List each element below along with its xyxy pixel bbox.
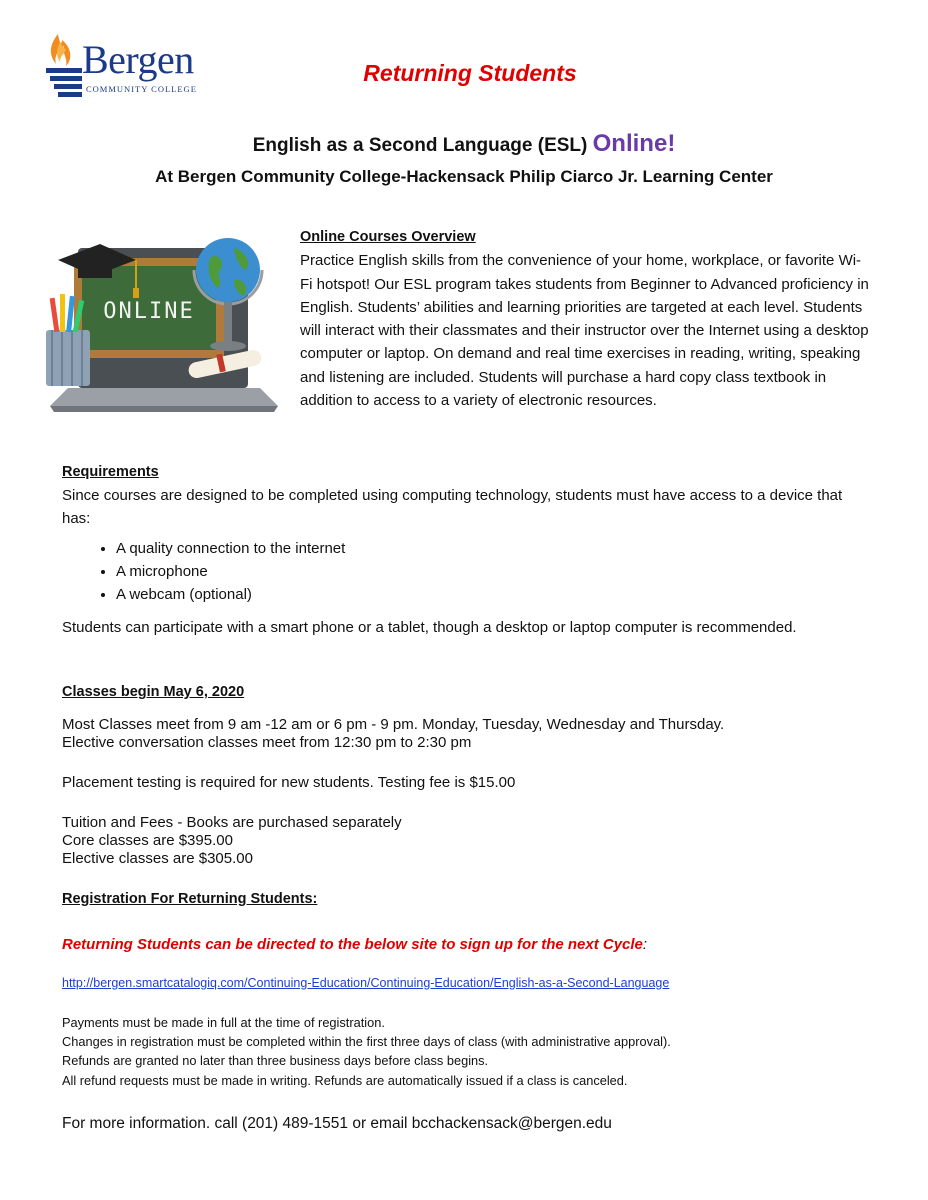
schedule-line: Elective conversation classes meet from 12:30 pm to 2:30 pm <box>62 734 472 751</box>
policy-line: Refunds are granted no later than three business days before class begins. <box>62 1053 489 1069</box>
registration-subtitle <box>62 936 647 953</box>
policies-list <box>62 1013 862 1090</box>
flame-logo-icon <box>40 28 86 108</box>
placement-text: Placement testing is required for new students. Testing fee is $15.00 <box>62 774 516 791</box>
requirements-heading: Requirements <box>62 464 159 480</box>
bergen-logo <box>40 28 220 108</box>
requirements-intro: Since courses are designed to be completed using computing technology, students must have access to a device that has: <box>62 487 843 527</box>
online-laptop-illustration <box>38 218 288 423</box>
logo-wordmark: Bergen <box>82 37 194 82</box>
logo-tagline: COMMUNITY COLLEGE <box>86 84 197 94</box>
requirements-list <box>62 537 862 606</box>
classes-heading: Classes begin May 6, 2020 <box>62 684 245 700</box>
page-subtitle: At Bergen Community College-Hackensack Philip Ciarco Jr. Learning Center <box>155 167 773 186</box>
page-title <box>0 130 928 158</box>
overview-section <box>300 226 870 412</box>
requirements-section <box>62 461 862 638</box>
elective-price: Elective classes are $305.00 <box>62 850 253 867</box>
policy-line: Payments must be made in full at the time of registration. <box>62 1015 385 1030</box>
registration-subtitle-text: Returning Students can be directed to the below site to sign up for the next Cycle <box>62 936 643 953</box>
contact-info: For more information. call (201) 489-1551 or email bcchackensack@bergen.edu <box>62 1115 612 1132</box>
policy-line: All refund requests must be made in writing. Refunds are automatically issued if a class is canceled. <box>62 1072 628 1088</box>
title-accent: Online! <box>592 130 676 157</box>
requirements-note: Students can participate with a smart phone or a tablet, though a desktop or laptop computer is recommended. <box>62 619 797 636</box>
policy-line: Changes in registration must be completed within the first three days of class (with administrative approval). <box>62 1034 671 1050</box>
overview-heading: Online Courses Overview <box>300 229 476 245</box>
list-item: • A webcam (optional) <box>116 583 862 606</box>
registration-heading: Registration For Returning Students: <box>62 891 318 907</box>
schedule-line: Most Classes meet from 9 am -12 am or 6 pm - 9 pm. Monday, Tuesday, Wednesday and Thursday. <box>62 716 725 733</box>
registration-subtitle-colon: : <box>642 936 648 953</box>
tuition-text: Tuition and Fees - Books are purchased separately <box>62 814 402 831</box>
core-price: Core classes are $395.00 <box>62 832 233 849</box>
page-header-title: Returning Students <box>363 60 577 86</box>
list-item: • A microphone <box>116 560 862 583</box>
list-item: • A quality connection to the internet <box>116 537 862 560</box>
title-prefix: English as a Second Language (ESL) <box>252 135 588 156</box>
chalkboard-text: ONLINE <box>103 299 195 324</box>
overview-body: Practice English skills from the convenience of your home, workplace, or favorite Wi-Fi hotspot! Our ESL program takes students from Beginner to Advanced proficiency in English. Students’ abilities and learning priorities are targeted at each level. Students will interact with their classmates and their instructor over the Internet using a desktop computer or laptop. On demand and real time exercises in reading, writing, speaking and listening are included. Students will purchase a hard copy class textbook in addition to access to a variety of electronic resources. <box>300 252 869 410</box>
classes-section <box>62 683 862 908</box>
registration-link[interactable]: http://bergen.smartcatalogiq.com/Continuing-Education/Continuing-Education/English-as-a-Second-Language <box>62 976 670 990</box>
